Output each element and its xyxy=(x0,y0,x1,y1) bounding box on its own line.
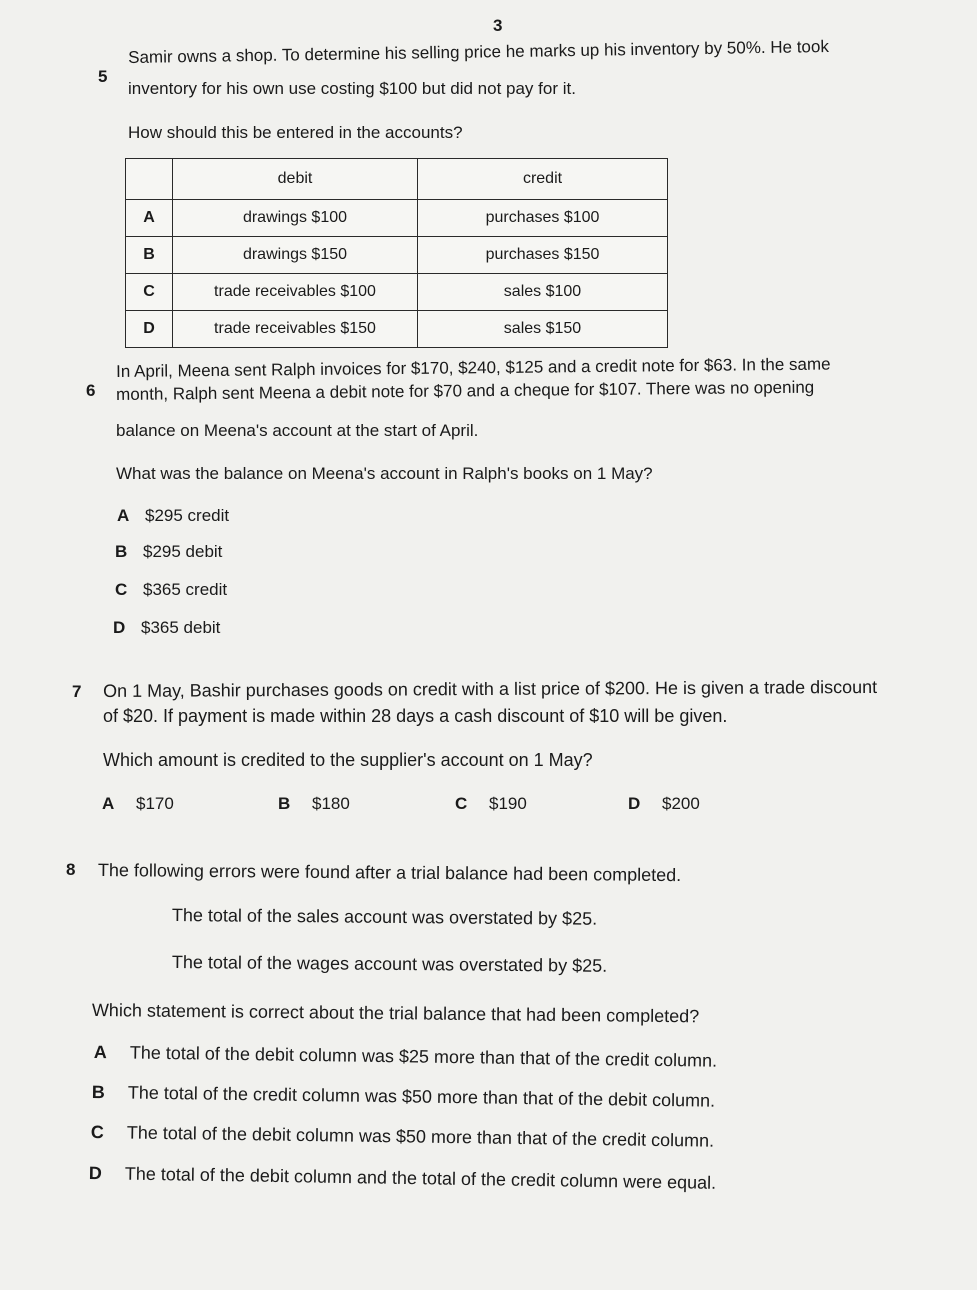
credit-cell: sales $150 xyxy=(418,311,668,348)
question-stem-line: In April, Meena sent Ralph invoices for $170, $240, $125 and a credit note for $63. In the same xyxy=(116,354,831,381)
answer-option[interactable] xyxy=(91,1121,715,1152)
answer-option[interactable] xyxy=(278,794,350,814)
answer-option[interactable] xyxy=(117,506,229,526)
option-text: $170 xyxy=(136,794,174,813)
answer-option[interactable] xyxy=(628,794,700,814)
option-letter: D xyxy=(113,618,126,637)
error-statement: The total of the sales account was overstated by $25. xyxy=(171,905,598,929)
question-stem-line: Samir owns a shop. To determine his selling price he marks up his inventory by 50%. He took xyxy=(128,36,830,67)
option-letter: C xyxy=(115,580,128,599)
option-text: $365 credit xyxy=(143,580,228,599)
question-prompt: How should this be entered in the accounts? xyxy=(128,123,463,142)
option-letter: D xyxy=(126,311,173,348)
option-letter: A xyxy=(126,200,173,237)
table-row xyxy=(126,237,668,274)
option-letter: A xyxy=(93,1041,107,1063)
option-letter: A xyxy=(102,794,115,813)
option-text: The total of the credit column was $50 more than that of the debit column. xyxy=(127,1082,716,1111)
answer-option[interactable] xyxy=(89,1162,717,1194)
question-stem-line: month, Ralph sent Meena a debit note for $70 and a cheque for $107. There was no opening xyxy=(116,377,815,404)
question-prompt: What was the balance on Meena's account in Ralph's books on 1 May? xyxy=(116,464,653,483)
option-text: The total of the debit column and the total of the credit column were equal. xyxy=(124,1163,717,1193)
question-number: 7 xyxy=(72,682,82,701)
question-stem-line: On 1 May, Bashir purchases goods on credit with a list price of $200. He is given a trade discount xyxy=(103,676,878,701)
option-text: $365 debit xyxy=(141,618,221,637)
table-row xyxy=(126,311,668,348)
credit-cell: sales $100 xyxy=(418,274,668,311)
answer-option[interactable] xyxy=(94,1041,718,1072)
question-stem-line: The following errors were found after a trial balance had been completed. xyxy=(97,859,682,886)
option-letter: C xyxy=(126,274,173,311)
question-prompt: Which statement is correct about the trial balance that had been completed? xyxy=(91,999,700,1027)
option-letter: D xyxy=(628,794,641,813)
question-stem-line: balance on Meena's account at the start of April. xyxy=(116,421,479,440)
option-letter: D xyxy=(88,1162,102,1184)
page-number: 3 xyxy=(493,16,503,35)
option-text: $295 debit xyxy=(143,542,223,561)
table-row xyxy=(126,274,668,311)
option-letter: B xyxy=(278,794,291,813)
answer-option[interactable] xyxy=(92,1081,716,1112)
answer-option[interactable] xyxy=(113,618,220,638)
option-text: The total of the debit column was $50 more than that of the credit column. xyxy=(126,1122,715,1151)
debit-cell: trade receivables $100 xyxy=(173,274,418,311)
answer-option[interactable] xyxy=(455,794,527,814)
table-row xyxy=(126,200,668,237)
option-letter: B xyxy=(115,542,128,561)
option-letter: B xyxy=(91,1081,105,1103)
debit-cell: drawings $150 xyxy=(173,237,418,274)
answer-option[interactable] xyxy=(115,580,227,600)
answer-option[interactable] xyxy=(102,794,174,814)
option-text: The total of the debit column was $25 more than that of the credit column. xyxy=(129,1042,718,1071)
credit-cell: purchases $150 xyxy=(418,237,668,274)
option-letter: A xyxy=(117,506,130,525)
option-text: $295 credit xyxy=(145,506,230,525)
table-header-cell: credit xyxy=(418,159,668,200)
option-letter: B xyxy=(126,237,173,274)
debit-cell: drawings $100 xyxy=(173,200,418,237)
question-number: 5 xyxy=(98,67,108,86)
question-number: 8 xyxy=(66,860,76,879)
question-number: 6 xyxy=(86,381,96,400)
question-stem-line: inventory for his own use costing $100 but did not pay for it. xyxy=(128,79,576,98)
question-prompt: Which amount is credited to the supplier's account on 1 May? xyxy=(103,750,593,770)
accounts-table xyxy=(125,158,668,348)
credit-cell: purchases $100 xyxy=(418,200,668,237)
option-letter: C xyxy=(90,1121,104,1143)
error-statement: The total of the wages account was overstated by $25. xyxy=(171,952,608,976)
option-text: $200 xyxy=(662,794,700,813)
option-text: $190 xyxy=(489,794,527,813)
table-header-cell: debit xyxy=(173,159,418,200)
option-text: $180 xyxy=(312,794,350,813)
answer-option[interactable] xyxy=(115,542,222,562)
option-letter: C xyxy=(455,794,468,813)
table-header-cell xyxy=(126,159,173,200)
debit-cell: trade receivables $150 xyxy=(173,311,418,348)
question-stem-line: of $20. If payment is made within 28 days a cash discount of $10 will be given. xyxy=(103,706,728,726)
table-header-row xyxy=(126,159,668,200)
